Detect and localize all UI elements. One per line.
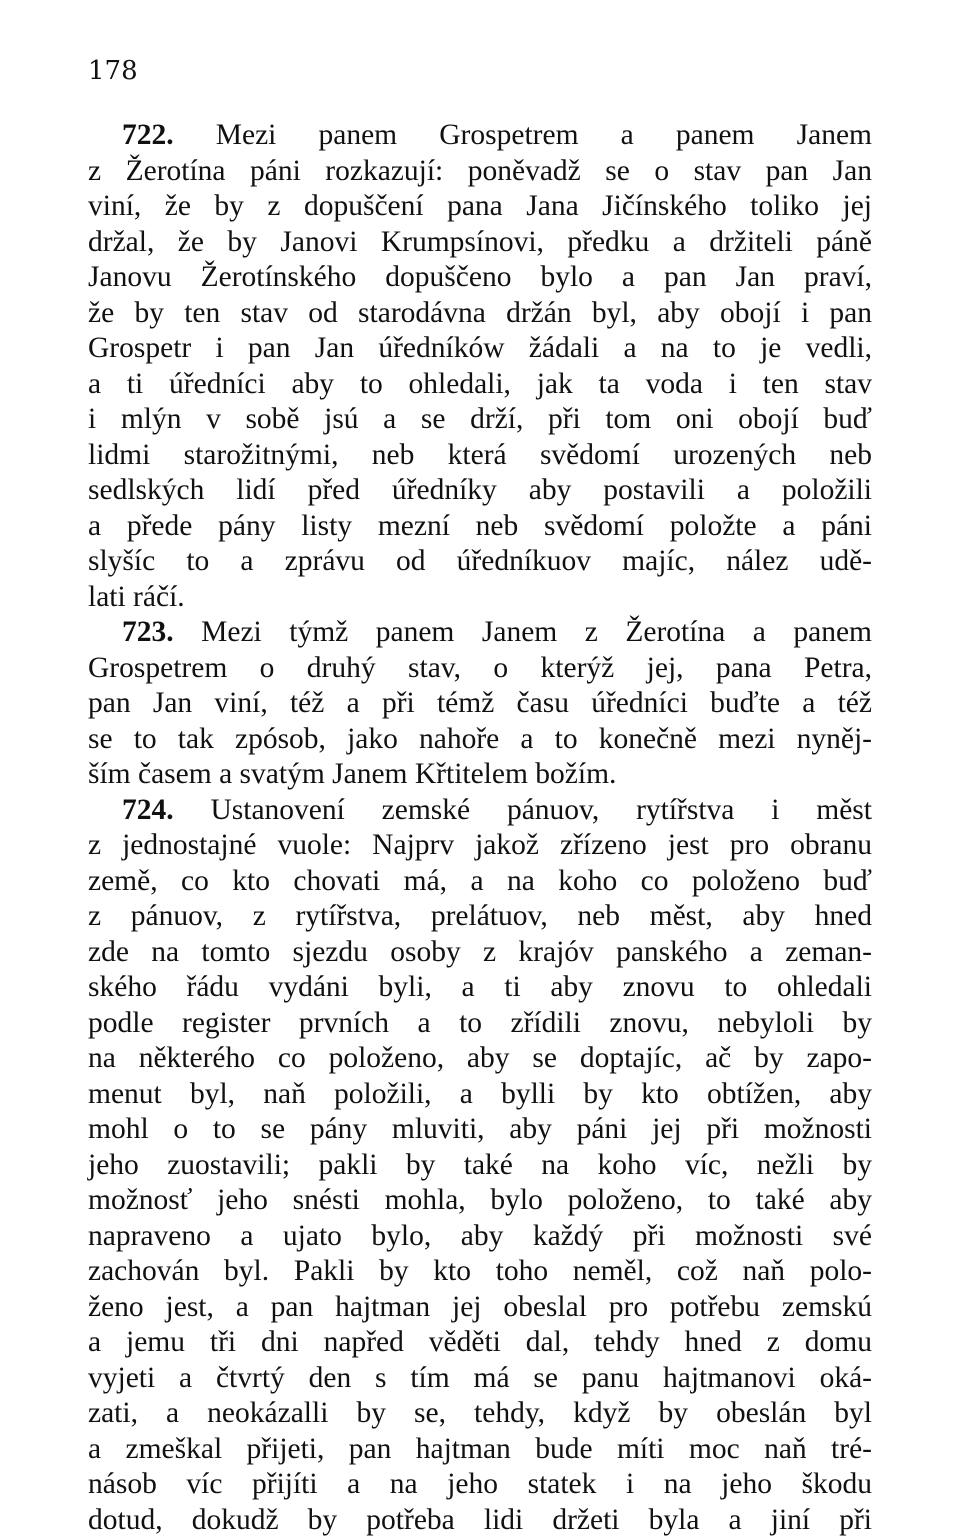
text-line [88, 367, 872, 403]
line-text: dotud, dokudž by potřeba lidi držeti byla a jiní při [88, 1504, 872, 1536]
line-text: zde na tomto sjezdu osoby z krajóv panského a zeman- [88, 936, 872, 968]
text-line [88, 686, 872, 722]
line-text: podle register prvních a to zřídili znovu, nebyloli by [88, 1007, 872, 1039]
line-text: a jemu tři dni napřed věděti dal, tehdy hned z domu [88, 1326, 872, 1358]
text-line [88, 793, 872, 829]
text-line [88, 189, 872, 225]
text-line [88, 828, 872, 864]
text-line [88, 615, 872, 651]
line-text: násob víc přijíti a na jeho statek i na jeho škodu [88, 1468, 872, 1500]
line-text: z pánuov, z rytířstva, prelátuov, neb měst, aby hned [88, 900, 872, 932]
line-text: a ti úředníci aby to ohledali, jak ta voda i ten stav [88, 368, 872, 400]
line-text: sedlských lidí před úředníky aby postavili a položili [88, 474, 872, 506]
text-line [88, 118, 872, 154]
line-text: Mezi týmž panem Janem z Žerotína a panem [174, 616, 872, 648]
text-line [88, 935, 872, 971]
text-line [88, 260, 872, 296]
line-text: napraveno a ujato bylo, aby každý při možnosti své [88, 1220, 872, 1252]
body-text [88, 118, 872, 1538]
text-line [88, 1325, 872, 1361]
line-text: lidmi starožitnými, neb která svědomí urozených neb [88, 439, 872, 471]
text-line [88, 1112, 872, 1148]
line-text: viní, že by z dopuščení pana Jana Jičínského toliko jej [88, 190, 872, 222]
line-text: z Žerotína páni rozkazují: poněvadž se o stav pan Jan [88, 155, 872, 187]
line-text: a přede pány listy mezní neb svědomí položte a páni [88, 510, 872, 542]
text-line [88, 757, 872, 793]
line-text: Mezi panem Grospetrem a panem Janem [174, 119, 872, 151]
line-text: Ustanovení zemské pánuov, rytířstva i měst [174, 794, 872, 826]
page-number: 178 [88, 56, 138, 86]
text-line [88, 722, 872, 758]
text-line [88, 473, 872, 509]
line-text: se to tak zpósob, jako nahoře a to konečně mezi nyněj- [88, 723, 872, 755]
line-text: pan Jan viní, též a při témž času úředníci buďte a též [88, 687, 872, 719]
line-text: Grospetrem o druhý stav, o kterýž jej, pana Petra, [88, 652, 872, 684]
text-line [88, 225, 872, 261]
text-line [88, 509, 872, 545]
text-line [88, 544, 872, 580]
text-line [88, 1183, 872, 1219]
line-text: vyjeti a čtvrtý den s tím má se panu hajtmanovi oká- [88, 1362, 872, 1394]
line-text: slyšíc to a zprávu od úředníkuov majíc, nález udě- [88, 545, 872, 577]
line-text: na některého co položeno, aby se doptajíc, ač by zapo- [88, 1042, 872, 1074]
text-line [88, 154, 872, 190]
line-text: možnosť jeho snésti mohla, bylo položeno, to také aby [88, 1184, 872, 1216]
text-line [88, 899, 872, 935]
article-number: 723. [122, 616, 174, 648]
text-line [88, 1041, 872, 1077]
text-line [88, 331, 872, 367]
line-text: i mlýn v sobě jsú a se drží, při tom oni obojí buď [88, 403, 872, 435]
text-line [88, 1467, 872, 1503]
article-number: 724. [122, 794, 174, 826]
text-line [88, 1361, 872, 1397]
line-text: země, co kto chovati má, a na koho co položeno buď [88, 865, 872, 897]
line-text: a zmeškal přijeti, pan hajtman bude míti moc naň tré- [88, 1433, 872, 1465]
line-text: Grospetr i pan Jan úředníków žádali a na to je vedli, [88, 332, 872, 364]
line-text: mohl o to se pány mluviti, aby páni jej při možnosti [88, 1113, 872, 1145]
text-line [88, 1254, 872, 1290]
line-text: držal, že by Janovi Krumpsínovi, předku a držiteli páně [88, 226, 872, 258]
text-line [88, 580, 872, 616]
line-text: ženo jest, a pan hajtman jej obeslal pro potřebu zemskú [88, 1291, 872, 1323]
line-text: ším časem a svatým Janem Křtitelem božím. [88, 758, 616, 790]
text-line [88, 651, 872, 687]
line-text: zati, a neokázalli by se, tehdy, když by obeslán byl [88, 1397, 872, 1429]
line-text: z jednostajné vuole: Najprv jakož zřízeno jest pro obranu [88, 829, 872, 861]
line-text: zachován byl. Pakli by kto toho neměl, což naň polo- [88, 1255, 872, 1287]
text-line [88, 1290, 872, 1326]
text-line [88, 1432, 872, 1468]
article-number: 722. [122, 119, 174, 151]
line-text: menut byl, naň položili, a bylli by kto obtížen, aby [88, 1078, 872, 1110]
text-line [88, 1148, 872, 1184]
text-line [88, 1396, 872, 1432]
text-line [88, 1077, 872, 1113]
line-text: lati ráčí. [88, 581, 185, 613]
line-text: ského řádu vydáni byli, a ti aby znovu to ohledali [88, 971, 872, 1003]
text-line [88, 1219, 872, 1255]
line-text: jeho zuostavili; pakli by také na koho víc, nežli by [88, 1149, 872, 1181]
line-text: že by ten stav od starodávna držán byl, aby obojí i pan [88, 297, 872, 329]
text-line [88, 296, 872, 332]
text-line [88, 1006, 872, 1042]
text-line [88, 402, 872, 438]
line-text: Janovu Žerotínského dopuščeno bylo a pan Jan praví, [88, 261, 872, 293]
text-line [88, 438, 872, 474]
text-line [88, 864, 872, 900]
text-line [88, 970, 872, 1006]
